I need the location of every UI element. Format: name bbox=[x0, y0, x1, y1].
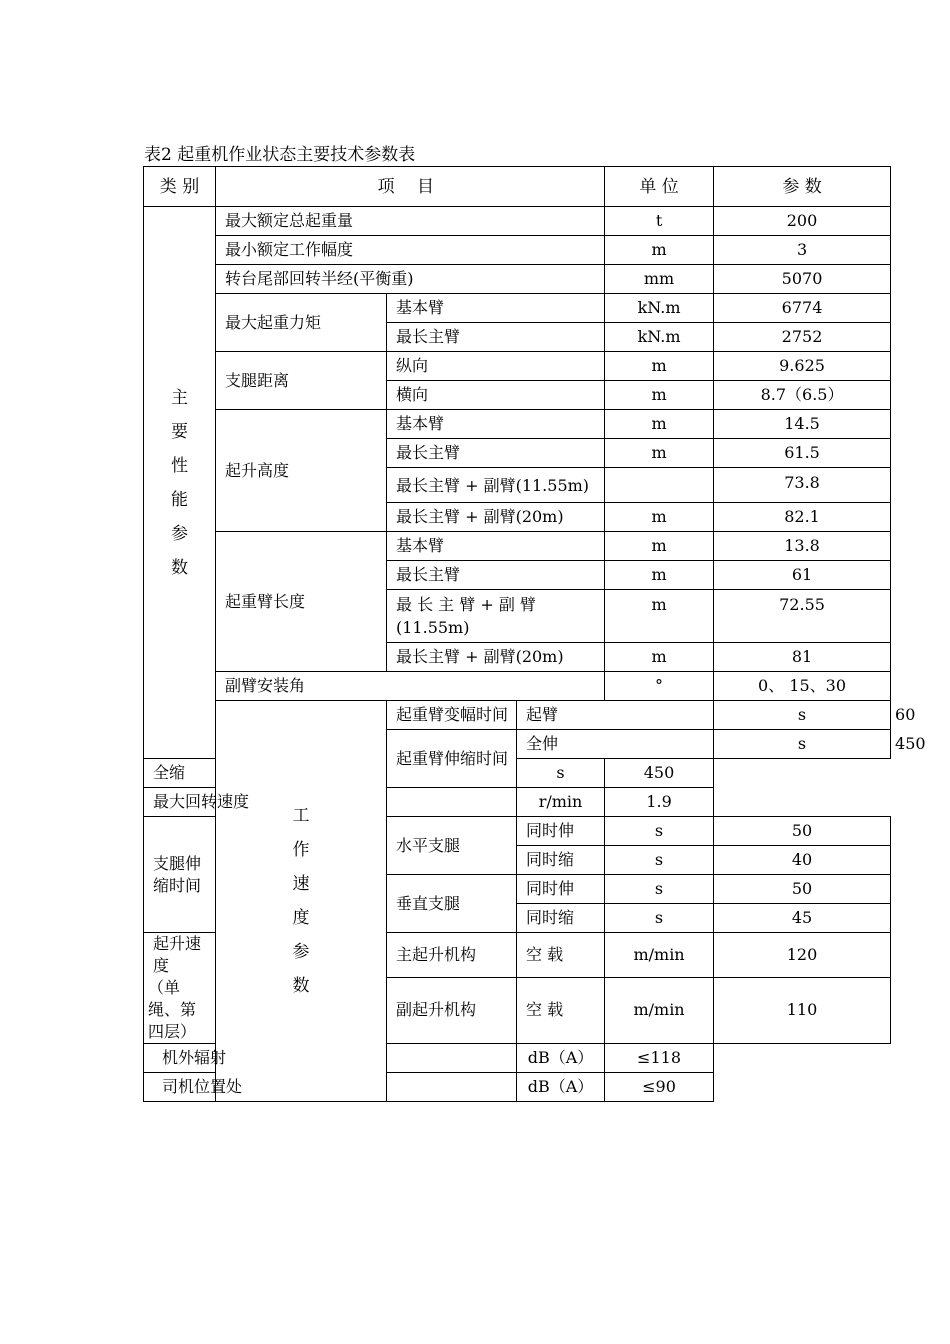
unit-cell: s bbox=[517, 759, 605, 788]
value-cell: 5070 bbox=[714, 265, 891, 294]
table-row: 工作速度参数 起重臂变幅时间 起臂 s 60 bbox=[144, 701, 891, 730]
value-cell: 1.9 bbox=[605, 788, 714, 817]
item-label: 同时缩 bbox=[517, 846, 605, 875]
group-label: （单 绳、第四层） bbox=[144, 977, 216, 1044]
unit-cell: s bbox=[605, 904, 714, 933]
unit-cell: s bbox=[714, 730, 891, 759]
item-label: 副臂安装角 bbox=[216, 672, 605, 701]
group-label: 起升高度 bbox=[216, 410, 387, 532]
table-row: 起重臂伸缩时间 全伸 s 450 bbox=[144, 730, 891, 759]
item-label: 纵向 bbox=[387, 352, 605, 381]
value-cell: 45 bbox=[714, 904, 891, 933]
unit-cell: m bbox=[605, 381, 714, 410]
item-label: 基本臂 bbox=[387, 294, 605, 323]
value-cell: ≤118 bbox=[605, 1044, 714, 1073]
unit-cell: s bbox=[605, 875, 714, 904]
unit-cell: m bbox=[605, 352, 714, 381]
group-label: 起重臂长度 bbox=[216, 532, 387, 672]
value-cell: 81 bbox=[714, 643, 891, 672]
value-cell: 14.5 bbox=[714, 410, 891, 439]
item-label: 机外辐射 bbox=[144, 1044, 517, 1073]
unit-cell: r/min bbox=[517, 788, 605, 817]
table-row bbox=[144, 236, 891, 265]
unit-cell: m bbox=[605, 590, 714, 643]
load-label: 空 载 bbox=[517, 933, 605, 978]
item-label: 最长主臂 bbox=[387, 561, 605, 590]
table-row bbox=[144, 759, 891, 788]
item-label: 转台尾部回转半经(平衡重) bbox=[216, 265, 605, 294]
table-caption: 表2 起重机作业状态主要技术参数表 bbox=[144, 145, 416, 165]
item-label: 同时缩 bbox=[517, 904, 605, 933]
unit-cell: m bbox=[605, 236, 714, 265]
value-cell: 120 bbox=[714, 933, 891, 978]
table-row bbox=[144, 788, 891, 817]
item-label: 横向 bbox=[387, 381, 605, 410]
value-cell: 50 bbox=[714, 817, 891, 846]
unit-cell: m/min bbox=[605, 977, 714, 1044]
unit-cell: kN.m bbox=[605, 323, 714, 352]
group-label: 最大起重力矩 bbox=[216, 294, 387, 352]
group-label: 起重臂变幅时间 bbox=[387, 701, 517, 730]
item-label: 最长主臂 + 副臂(20m) bbox=[387, 503, 605, 532]
table-row bbox=[144, 265, 891, 294]
value-cell: ≤90 bbox=[605, 1073, 714, 1102]
table-row bbox=[144, 294, 891, 323]
value-cell: 8.7（6.5） bbox=[714, 381, 891, 410]
unit-cell: m bbox=[605, 503, 714, 532]
item-label: 最长主臂 bbox=[387, 439, 605, 468]
unit-cell bbox=[605, 468, 714, 503]
unit-cell: dB（A） bbox=[517, 1073, 605, 1102]
item-label: 同时伸 bbox=[517, 817, 605, 846]
value-cell: 73.8 bbox=[714, 468, 891, 503]
unit-cell: mm bbox=[605, 265, 714, 294]
value-cell: 13.8 bbox=[714, 532, 891, 561]
unit-cell: m bbox=[605, 561, 714, 590]
value-cell: 6774 bbox=[714, 294, 891, 323]
item-label: 最长主臂 bbox=[387, 323, 605, 352]
category-main-performance: 主要性能参数 bbox=[144, 207, 216, 759]
unit-cell: kN.m bbox=[605, 294, 714, 323]
value-cell: 0、 15、30 bbox=[714, 672, 891, 701]
item-label: 最大额定总起重量 bbox=[216, 207, 605, 236]
item-label: 同时伸 bbox=[517, 875, 605, 904]
unit-cell: dB（A） bbox=[517, 1044, 605, 1073]
value-cell: 40 bbox=[714, 846, 891, 875]
value-cell: 82.1 bbox=[714, 503, 891, 532]
item-label: 最大回转速度 bbox=[144, 788, 517, 817]
value-cell: 200 bbox=[714, 207, 891, 236]
header-unit: 单 位 bbox=[605, 167, 714, 207]
table-row bbox=[144, 1044, 891, 1073]
unit-cell: m bbox=[605, 410, 714, 439]
group-label: 支腿伸缩时间 bbox=[144, 817, 216, 933]
value-cell: 9.625 bbox=[714, 352, 891, 381]
unit-cell: m bbox=[605, 643, 714, 672]
load-label: 空 载 bbox=[517, 977, 605, 1044]
item-label: 起臂 bbox=[517, 701, 714, 730]
value-cell: 61.5 bbox=[714, 439, 891, 468]
unit-cell: t bbox=[605, 207, 714, 236]
table-header-row bbox=[144, 167, 891, 207]
unit-cell: m bbox=[605, 532, 714, 561]
table-row bbox=[144, 532, 891, 561]
table-row bbox=[144, 1073, 891, 1102]
unit-cell: s bbox=[714, 701, 891, 730]
value-cell: 50 bbox=[714, 875, 891, 904]
unit-cell: m/min bbox=[605, 933, 714, 978]
header-value: 参 数 bbox=[714, 167, 891, 207]
value-cell: 2752 bbox=[714, 323, 891, 352]
table-row bbox=[144, 352, 891, 381]
item-label: 最长主臂 + 副臂(11.55m) bbox=[387, 468, 605, 503]
item-label: 副起升机构 bbox=[387, 977, 517, 1044]
item-label: 司机位置处 bbox=[144, 1073, 517, 1102]
unit-cell: ° bbox=[605, 672, 714, 701]
group-label: 支腿距离 bbox=[216, 352, 387, 410]
value-cell: 450 bbox=[605, 759, 714, 788]
subgroup-label: 垂直支腿 bbox=[387, 875, 517, 933]
table-row bbox=[144, 672, 891, 701]
item-label: 全伸 bbox=[517, 730, 714, 759]
unit-cell: s bbox=[605, 817, 714, 846]
group-label: 起重臂伸缩时间 bbox=[387, 730, 517, 788]
header-item: 项 目 bbox=[216, 167, 605, 207]
value-cell: 61 bbox=[714, 561, 891, 590]
item-label: 最小额定工作幅度 bbox=[216, 236, 605, 265]
table-row bbox=[144, 410, 891, 439]
header-category: 类 别 bbox=[144, 167, 216, 207]
item-label: 最 长 主 臂 + 副 臂(11.55m) bbox=[387, 590, 605, 643]
unit-cell: s bbox=[605, 846, 714, 875]
item-label: 基本臂 bbox=[387, 410, 605, 439]
crane-parameter-table bbox=[143, 166, 926, 1102]
table-row bbox=[144, 207, 891, 236]
item-label: 最长主臂 + 副臂(20m) bbox=[387, 643, 605, 672]
value-cell: 110 bbox=[714, 977, 891, 1044]
value-cell: 3 bbox=[714, 236, 891, 265]
item-label: 基本臂 bbox=[387, 532, 605, 561]
item-label: 全缩 bbox=[144, 759, 387, 788]
subgroup-label: 水平支腿 bbox=[387, 817, 517, 875]
category-working-speed: 工作速度参数 bbox=[216, 701, 387, 1102]
group-label: 起升速度 bbox=[144, 933, 216, 978]
value-cell: 72.55 bbox=[714, 590, 891, 643]
unit-cell: m bbox=[605, 439, 714, 468]
item-label: 主起升机构 bbox=[387, 933, 517, 978]
